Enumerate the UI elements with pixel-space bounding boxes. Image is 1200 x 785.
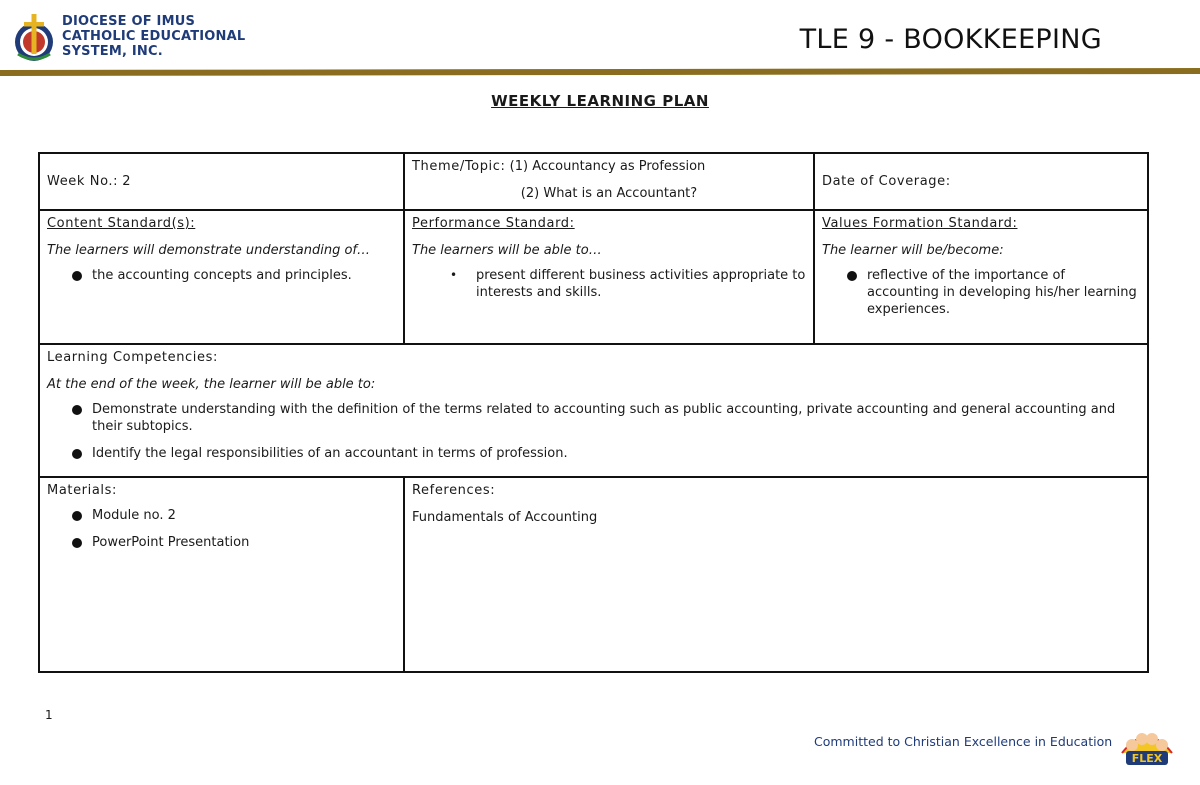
materials-label: Materials: <box>47 483 117 498</box>
diocese-logo <box>12 12 56 64</box>
material-item-text: PowerPoint Presentation <box>92 535 250 550</box>
competencies-intro: At the end of the week, the learner will be able to: <box>47 377 376 392</box>
bullet-icon <box>72 449 82 459</box>
weekly-plan-table <box>38 152 1149 673</box>
competencies-list <box>47 401 1140 462</box>
list-item <box>47 445 1140 462</box>
footer-tagline: Committed to Christian Excellence in Education <box>814 734 1113 749</box>
list-item <box>47 267 396 284</box>
references-text: Fundamentals of Accounting <box>412 510 598 525</box>
values-standard-cell <box>814 210 1148 344</box>
materials-list <box>47 507 396 551</box>
page-number: 1 <box>45 708 53 722</box>
content-standard-list <box>47 267 396 284</box>
theme-line-2: (2) What is an Accountant? <box>520 186 698 201</box>
performance-item-text: present different business activities appropriate to interests and skills. <box>476 268 806 300</box>
bullet-icon <box>72 405 82 415</box>
competency-item-text: Demonstrate understanding with the definition of the terms related to accounting such as public accounting, private accounting and general accounting and their subtopics. <box>92 402 1116 434</box>
theme-label: Theme/Topic: <box>412 159 506 174</box>
bullet-icon <box>72 271 82 281</box>
theme-cell <box>404 153 814 210</box>
references-label: References: <box>412 483 496 498</box>
list-item <box>412 267 806 301</box>
content-standard-cell <box>39 210 404 344</box>
list-item <box>47 401 1140 435</box>
competencies-cell <box>39 344 1148 477</box>
org-line-1: DIOCESE OF IMUS <box>62 14 196 29</box>
week-value: 2 <box>122 174 131 189</box>
performance-standard-list <box>412 267 806 301</box>
content-item-text: the accounting concepts and principles. <box>92 268 352 283</box>
week-cell <box>39 153 404 210</box>
values-item-text: reflective of the importance of accounting in developing his/her learning experiences. <box>867 268 1137 317</box>
coverage-cell <box>814 153 1148 210</box>
bullet-icon <box>72 538 82 548</box>
list-item <box>822 267 1140 318</box>
performance-standard-cell <box>404 210 814 344</box>
org-line-2: CATHOLIC EDUCATIONAL <box>62 29 246 44</box>
materials-cell <box>39 477 404 672</box>
list-item <box>47 507 396 524</box>
coverage-label: Date of Coverage: <box>822 174 951 189</box>
bullet-icon <box>72 511 82 521</box>
week-label: Week No.: <box>47 174 119 189</box>
content-standard-intro: The learners will demonstrate understanding of… <box>47 243 371 258</box>
bullet-icon <box>847 271 857 281</box>
flex-logo <box>1118 719 1176 771</box>
content-standard-label: Content Standard(s): <box>47 216 196 231</box>
values-standard-intro: The learner will be/become: <box>822 243 1004 258</box>
performance-standard-intro: The learners will be able to… <box>412 243 602 258</box>
org-line-3: SYSTEM, INC. <box>62 44 163 59</box>
performance-standard-label: Performance Standard: <box>412 216 575 231</box>
values-standard-label: Values Formation Standard: <box>822 216 1018 231</box>
header-rule <box>0 68 1200 76</box>
material-item-text: Module no. 2 <box>92 508 176 523</box>
bullet-icon: • <box>450 268 458 282</box>
organization-name <box>62 14 245 59</box>
competencies-label: Learning Competencies: <box>47 350 218 365</box>
references-cell <box>404 477 1148 672</box>
list-item <box>47 534 396 551</box>
page-title: WEEKLY LEARNING PLAN <box>491 92 709 110</box>
values-standard-list <box>822 267 1140 318</box>
competency-item-text: Identify the legal responsibilities of an accountant in terms of profession. <box>92 446 568 461</box>
subject-title: TLE 9 - BOOKKEEPING <box>799 24 1102 55</box>
flex-logo-text: FLEX <box>1131 752 1163 765</box>
theme-line-1: (1) Accountancy as Profession <box>509 159 706 174</box>
